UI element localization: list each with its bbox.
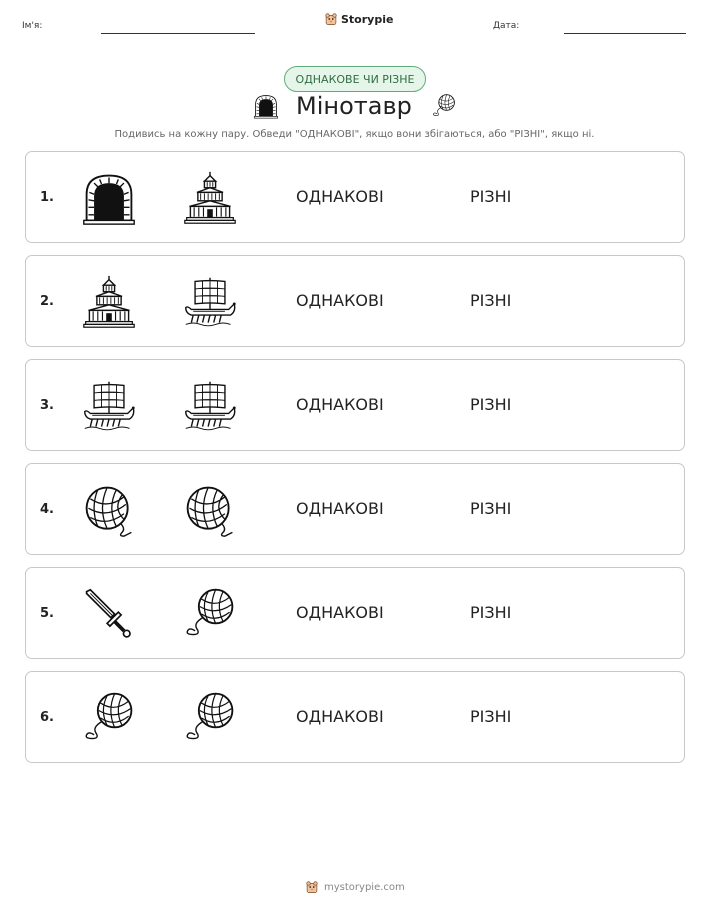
option-same[interactable]: ОДНАКОВІ <box>296 707 384 726</box>
question-row <box>25 255 685 347</box>
yarn-thread-icon <box>81 690 137 746</box>
question-row <box>25 151 685 243</box>
yarn-ball-icon <box>81 482 137 538</box>
name-field-line[interactable] <box>101 33 255 34</box>
question-row <box>25 671 685 763</box>
option-different[interactable]: РІЗНІ <box>470 499 512 518</box>
question-row <box>25 359 685 451</box>
question-number: 4. <box>40 502 54 517</box>
ship-icon <box>81 378 137 434</box>
option-same[interactable]: ОДНАКОВІ <box>296 291 384 310</box>
option-same[interactable]: ОДНАКОВІ <box>296 603 384 622</box>
question-number: 5. <box>40 606 54 621</box>
yarn-thread-icon <box>182 690 238 746</box>
option-different[interactable]: РІЗНІ <box>470 707 512 726</box>
question-number: 2. <box>40 294 54 309</box>
brand-logo <box>324 12 393 26</box>
temple-icon <box>81 274 137 330</box>
option-same[interactable]: ОДНАКОВІ <box>296 499 384 518</box>
option-different[interactable]: РІЗНІ <box>470 187 512 206</box>
footer <box>305 880 405 894</box>
question-number: 3. <box>40 398 54 413</box>
question-row <box>25 463 685 555</box>
tunnel-icon <box>253 93 279 119</box>
worksheet-header <box>0 0 709 50</box>
storypie-logo-icon <box>324 12 338 26</box>
page-title: Мінотавр <box>296 92 412 120</box>
storypie-logo-icon <box>305 880 319 894</box>
question-number: 6. <box>40 710 54 725</box>
temple-icon <box>182 170 238 226</box>
date-label: Дата: <box>493 21 520 31</box>
name-label: Ім'я: <box>22 21 43 31</box>
yarn-thread-icon <box>429 93 459 119</box>
yarn-thread-icon <box>182 586 238 642</box>
option-different[interactable]: РІЗНІ <box>470 603 512 622</box>
footer-url: mystorypie.com <box>324 881 405 893</box>
option-same[interactable]: ОДНАКОВІ <box>296 395 384 414</box>
ship-icon <box>182 274 238 330</box>
yarn-ball-icon <box>182 482 238 538</box>
question-row <box>25 567 685 659</box>
brand-name: Storypie <box>341 12 394 26</box>
option-different[interactable]: РІЗНІ <box>470 395 512 414</box>
date-field-line[interactable] <box>564 33 686 34</box>
title-row <box>0 92 709 124</box>
sword-icon <box>81 586 137 642</box>
ship-icon <box>182 378 238 434</box>
question-number: 1. <box>40 190 54 205</box>
worksheet-type-badge: ОДНАКОВЕ ЧИ РІЗНЕ <box>284 66 426 92</box>
tunnel-icon <box>81 170 137 226</box>
instruction-text: Подивись на кожну пару. Обведи "ОДНАКОВІ", якщо вони збігаються, або "РІЗНІ", якщо ні. <box>114 129 595 140</box>
option-different[interactable]: РІЗНІ <box>470 291 512 310</box>
option-same[interactable]: ОДНАКОВІ <box>296 187 384 206</box>
